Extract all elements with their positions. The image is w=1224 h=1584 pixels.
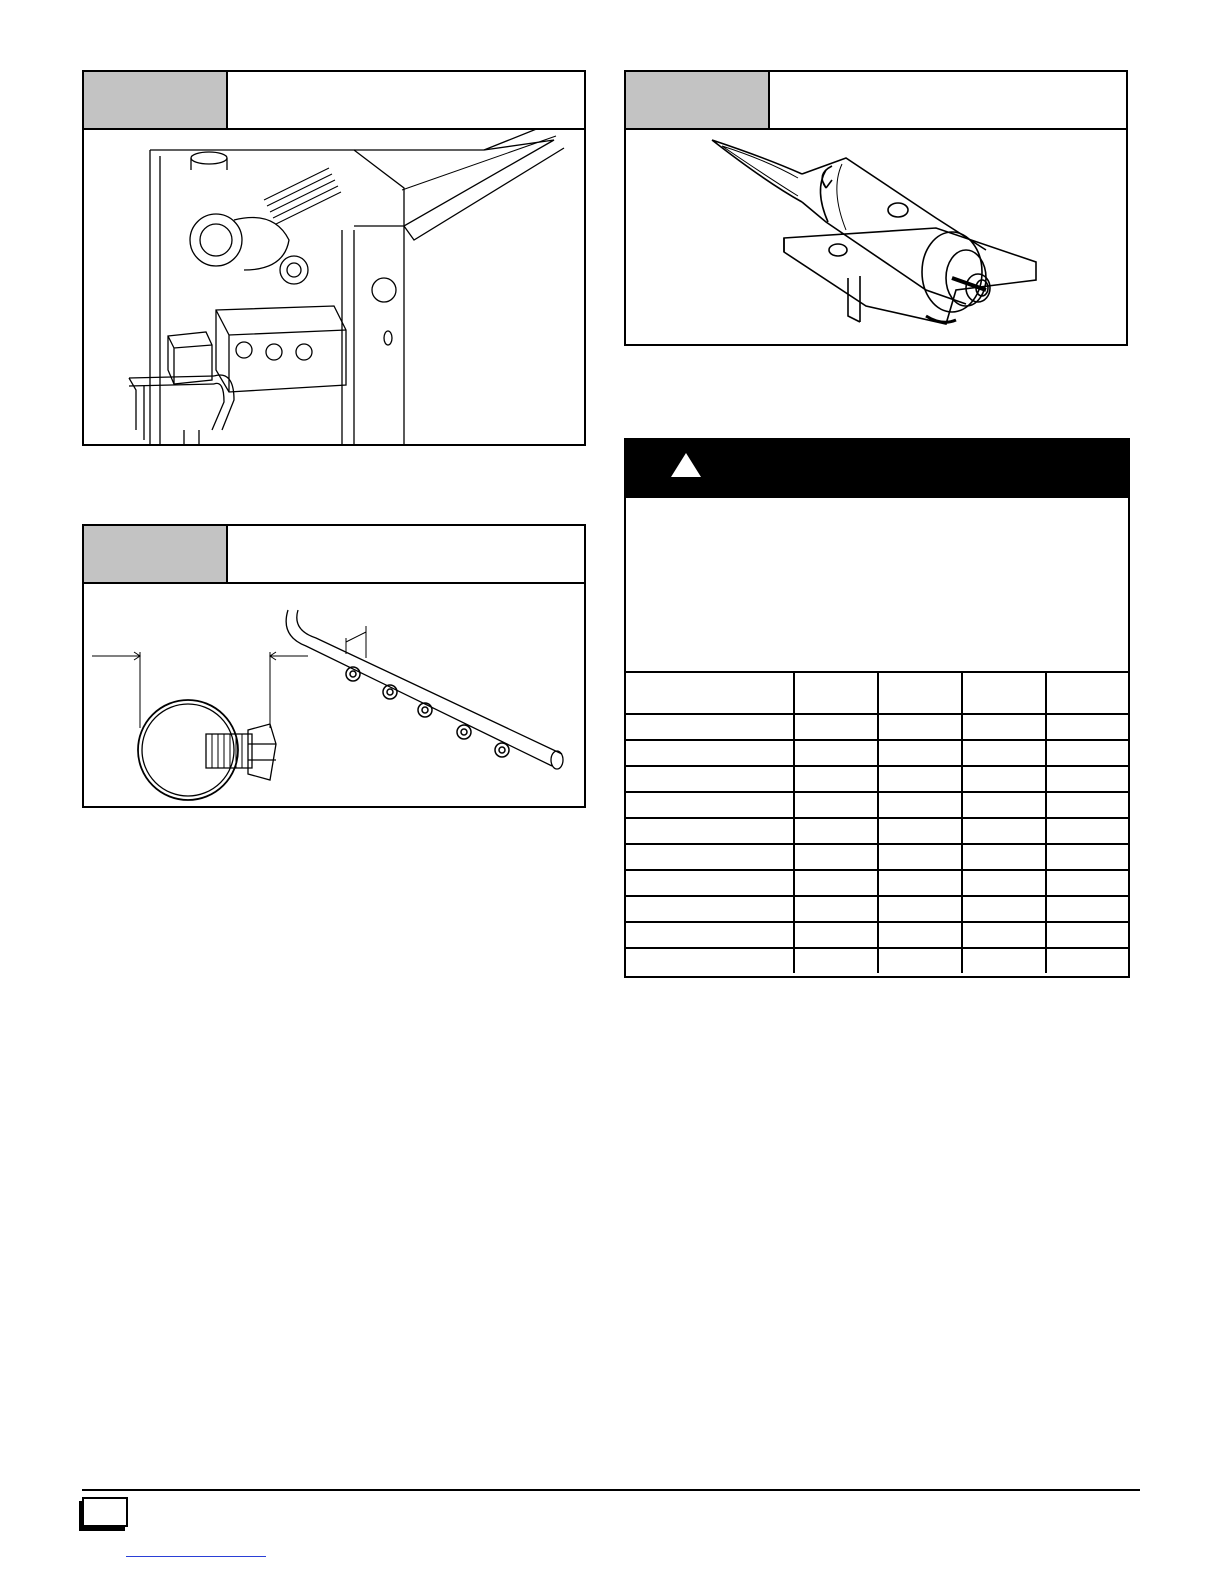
table-cell (962, 844, 1046, 870)
table-row (626, 896, 1128, 922)
table-row (626, 766, 1128, 792)
table-row (626, 948, 1128, 973)
table-cell (626, 672, 794, 714)
table-cell (1046, 870, 1128, 896)
table-cell (1046, 672, 1128, 714)
table-cell (962, 766, 1046, 792)
table-cell (962, 870, 1046, 896)
warning-header (626, 440, 1128, 498)
table-cell (878, 740, 962, 766)
table-cell (794, 896, 878, 922)
table-cell (1046, 844, 1128, 870)
table-cell (1046, 714, 1128, 740)
table-row (626, 844, 1128, 870)
table-cell (626, 948, 794, 973)
table-cell (794, 870, 878, 896)
table-cell (962, 922, 1046, 948)
table-cell (878, 844, 962, 870)
table-cell (878, 896, 962, 922)
table-cell (626, 714, 794, 740)
table-row (626, 714, 1128, 740)
table-cell (878, 792, 962, 818)
table-cell (878, 714, 962, 740)
table-cell (1046, 792, 1128, 818)
furnace-illustration (84, 130, 584, 444)
table-cell (794, 818, 878, 844)
table-row (626, 818, 1128, 844)
table-cell (878, 948, 962, 973)
table-cell (626, 740, 794, 766)
table-cell (1046, 896, 1128, 922)
figure-tag (84, 526, 228, 582)
warning-triangle-icon (670, 452, 702, 478)
table-cell (794, 740, 878, 766)
table-cell (962, 948, 1046, 973)
table-cell (626, 870, 794, 896)
burner-illustration (626, 130, 1126, 344)
table-cell (1046, 766, 1128, 792)
table-cell (878, 766, 962, 792)
table-cell (626, 792, 794, 818)
page-number (82, 1497, 128, 1527)
table-cell (794, 766, 878, 792)
table-cell (962, 714, 1046, 740)
table-cell (626, 922, 794, 948)
footer-rule (82, 1489, 1140, 1491)
table-cell (794, 844, 878, 870)
figure-header (626, 72, 1126, 130)
figure-burner (624, 70, 1128, 346)
manifold-illustration (84, 584, 584, 806)
table-row (626, 792, 1128, 818)
table-cell (962, 818, 1046, 844)
table-cell (794, 922, 878, 948)
table-cell (878, 818, 962, 844)
figure-furnace (82, 70, 586, 446)
table-header-row (626, 672, 1128, 714)
table-cell (626, 896, 794, 922)
figure-tag (626, 72, 770, 128)
figure-header (84, 72, 584, 130)
table-cell (626, 818, 794, 844)
table-row (626, 922, 1128, 948)
figure-manifold (82, 524, 586, 808)
warning-box (624, 438, 1130, 978)
table-cell (962, 672, 1046, 714)
figure-tag (84, 72, 228, 128)
table-cell (878, 672, 962, 714)
table-cell (962, 896, 1046, 922)
table-cell (794, 672, 878, 714)
orifice-table (626, 671, 1128, 973)
footer-link[interactable] (126, 1556, 266, 1557)
table-cell (962, 792, 1046, 818)
table-cell (878, 922, 962, 948)
table-cell (1046, 818, 1128, 844)
table-cell (1046, 740, 1128, 766)
table-row (626, 740, 1128, 766)
table-cell (626, 844, 794, 870)
table-cell (794, 714, 878, 740)
table-cell (1046, 922, 1128, 948)
table-cell (794, 792, 878, 818)
table-cell (962, 740, 1046, 766)
table-row (626, 870, 1128, 896)
table-cell (1046, 948, 1128, 973)
warning-body (626, 498, 1128, 670)
table-cell (878, 870, 962, 896)
table-cell (794, 948, 878, 973)
table-cell (626, 766, 794, 792)
figure-header (84, 526, 584, 584)
